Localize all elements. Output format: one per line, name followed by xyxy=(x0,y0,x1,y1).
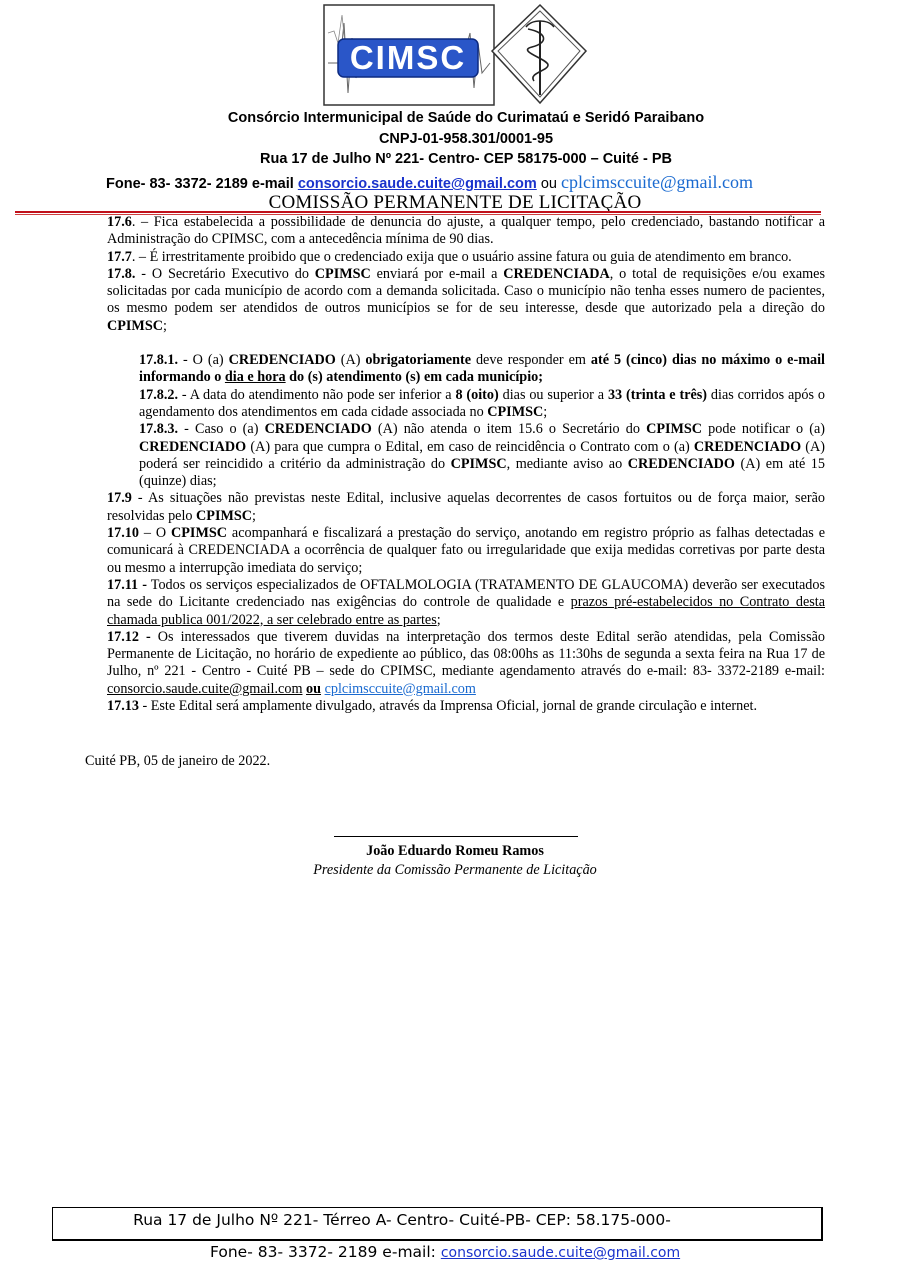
clause-bold: até 5 (cinco) dias no máximo o e-mail informando o xyxy=(139,352,826,386)
clause-bold: CPIMSC xyxy=(171,525,227,542)
header-contact xyxy=(106,172,753,193)
footer-phone-label: Fone- 83- 3372- 2189 e-mail: xyxy=(210,1243,441,1261)
clause-bold: CREDENCIADO xyxy=(627,455,735,472)
clause-text: dias corridos após o agendamento dos atendimentos em cada cidade associada no xyxy=(139,386,825,420)
clause-17-8-3 xyxy=(139,421,825,490)
clause-bold: CPIMSC xyxy=(107,317,163,334)
clause-17-7 xyxy=(107,249,825,266)
org-address: Rua 17 de Julho Nº 221- Centro- CEP 58175-000 – Cuité - PB xyxy=(260,151,672,167)
clause-text: - A data do atendimento não pode ser inferior a xyxy=(178,386,456,403)
document-date: Cuité PB, 05 de janeiro de 2022. xyxy=(85,753,271,769)
header-or: ou xyxy=(540,176,557,192)
logo-text: CIMSC xyxy=(349,39,467,76)
clause-text: – O xyxy=(138,525,172,542)
clause-text: (A) para que cumpra o Edital, em caso de reincidência o Contrato com o (a) xyxy=(246,438,694,455)
spacer xyxy=(107,335,825,352)
clause-underline: dia e hora xyxy=(224,369,286,386)
clause-bold: CREDENCIADA xyxy=(503,265,610,282)
clause-17-6 xyxy=(107,214,825,249)
clause-17-13 xyxy=(107,698,825,715)
clause-text: . – Fica estabelecida a possibilidade de denuncia do ajuste, a qualquer tempo, pelo credenciado, bastando notificar a Administração do CPIMSC, com a antecedência mínima de 90 dias. xyxy=(107,214,825,248)
clause-text: acompanhará e fiscalizará a prestação do serviço, anotando em registro próprio as falhas detectadas e comunicará à CREDENCIADA a ocorrência de qualquer fato ou irregularidade que exija medidas corretivas por parte desta ou mesmo a interrupção imediata do serviço; xyxy=(107,525,825,576)
org-name: Consórcio Intermunicipal de Saúde do Curimataú e Seridó Paraibano xyxy=(227,110,705,126)
clause-number: 17.10 xyxy=(107,525,139,542)
clause-number: 17.6 xyxy=(107,214,132,230)
commission-title: COMISSÃO PERMANENTE DE LICITAÇÃO xyxy=(268,192,642,213)
header-phone-label: Fone- 83- 3372- 2189 e-mail xyxy=(106,176,294,192)
clause-or: ou xyxy=(306,680,322,697)
clause-bold: obrigatoriamente xyxy=(365,352,471,369)
clause-17-8-2 xyxy=(139,387,825,422)
clause-17-9 xyxy=(107,490,825,525)
clause-number: 17.8.2. xyxy=(139,386,179,403)
clause-number: 17.8.1. xyxy=(139,352,179,369)
clause-bold: CREDENCIADO xyxy=(228,352,336,369)
clause-text: enviará por e-mail a xyxy=(370,265,504,282)
clause-text: - O (a) xyxy=(178,352,229,369)
clause-bold: CREDENCIADO xyxy=(264,421,372,438)
clause-text: ; xyxy=(162,317,167,334)
clause-text: . – É irrestritamente proibido que o credenciado exija que o usuário assine fatura ou guia de atendimento em branco. xyxy=(131,248,792,265)
clause-bold: CPIMSC xyxy=(487,403,544,420)
header-email-link-1[interactable]: consorcio.saude.cuite@gmail.com xyxy=(297,176,537,192)
footer-contact xyxy=(210,1243,680,1261)
header-email-link-2[interactable]: cplcimsccuite@gmail.com xyxy=(560,172,753,192)
clause-bold: CPIMSC xyxy=(196,507,253,524)
clause-bold: 8 (oito) xyxy=(455,386,499,403)
clause-text: - O Secretário Executivo do xyxy=(135,265,315,282)
clause-17-12 xyxy=(107,629,825,698)
clause-text: (A) em até 15 (quinze) dias; xyxy=(139,455,825,490)
clause-text: (A) poderá ser reincidido a critério da administração do xyxy=(139,438,825,472)
clause-17-11 xyxy=(107,577,825,629)
org-cnpj: CNPJ-01-958.301/0001-95 xyxy=(378,131,554,147)
clause-text: (A) não atenda o item 15.6 o Secretário do xyxy=(371,421,647,438)
clause-17-10 xyxy=(107,525,825,577)
clause-text: dias ou superior a xyxy=(498,386,608,403)
clause-text: (A) xyxy=(335,352,366,369)
email-link-consorcio[interactable]: consorcio.saude.cuite@gmail.com xyxy=(107,680,303,697)
clause-bold: CPIMSC xyxy=(314,265,371,282)
header-divider xyxy=(15,211,821,213)
clause-text: ; xyxy=(543,403,548,420)
clause-bold: 33 (trinta e três) xyxy=(607,386,708,403)
clause-bold: CREDENCIADO xyxy=(693,438,802,455)
clause-number: 17.13 xyxy=(107,698,139,715)
clause-bold: CREDENCIADO xyxy=(139,438,247,455)
clause-bold: CPIMSC xyxy=(646,421,703,438)
clause-text: Os interessados que tiverem duvidas na interpretação dos termos deste Edital serão atendidas, pela Comissão Permanente de Licitação, no horário de expediente ao público, das 08:00hs as 11:30hs de segunda a sexta feira na Rua 17 de Julho, nº 221 - Centro - Cuité PB – sede do CPIMSC, mediante agendamento através do e-mail: 83- 3372-2189 e-mail: xyxy=(107,628,825,680)
clause-bold: CPIMSC xyxy=(450,455,507,472)
clause-text: - As situações não previstas neste Edital, inclusive aquelas decorrentes de casos fortuitos ou de força maior, serão resolvidas pelo xyxy=(107,490,825,524)
footer-address: Rua 17 de Julho Nº 221- Térreo A- Centro- Cuité-PB- CEP: 58.175-000- xyxy=(133,1211,671,1229)
clause-number: 17.7 xyxy=(107,248,132,265)
signatory-name: João Eduardo Romeu Ramos xyxy=(366,843,544,859)
clause-text: ; xyxy=(436,611,441,628)
clause-text: deve responder em xyxy=(471,352,591,369)
clause-number: 17.11 - xyxy=(107,576,147,593)
footer-email-link[interactable]: consorcio.saude.cuite@gmail.com xyxy=(440,1245,681,1261)
cimsc-logo xyxy=(322,3,588,109)
clause-number: 17.9 xyxy=(107,490,132,507)
clause-text: , mediante aviso ao xyxy=(506,455,628,472)
clause-underline: prazos pré-estabelecidos no Contrato desta chamada publica 001/2022, a ser celebrado entre as partes xyxy=(107,594,825,628)
signature-line xyxy=(334,836,578,837)
clause-17-8 xyxy=(107,266,825,335)
clause-text: ; xyxy=(252,507,256,524)
clause-number: 17.12 - xyxy=(107,628,151,645)
clause-17-8-1 xyxy=(139,352,825,387)
clause-text: pode notificar o (a) xyxy=(702,421,825,438)
clause-number: 17.8.3. xyxy=(139,421,179,438)
clause-text: - Este Edital será amplamente divulgado, através da Imprensa Oficial, jornal de grande circulação e internet. xyxy=(138,698,757,715)
document-body xyxy=(107,214,825,715)
clause-number: 17.8. xyxy=(107,265,136,282)
signatory-role: Presidente da Comissão Permanente de Licitação xyxy=(313,862,597,878)
clause-bold: do (s) atendimento (s) em cada município; xyxy=(285,369,543,386)
email-link-cpl[interactable]: cplcimsccuite@gmail.com xyxy=(324,680,476,697)
clause-text: Todos os serviços especializados de OFTALMOLOGIA (TRATAMENTO DE GLAUCOMA) deverão ser executados na sede do Licitante credenciado nas exigências do controle de qualidade e xyxy=(107,576,825,611)
clause-text: - Caso o (a) xyxy=(178,421,265,438)
clause-text: , o total de requisições e/ou exames solicitadas por cada município de acordo com a demanda solicitada. Caso o município não tenha esses numero de pacientes, os mesmo podem ser atendidos de outros municípios se for de seu interesse, desde que autorizado pela a direção do xyxy=(107,265,825,317)
